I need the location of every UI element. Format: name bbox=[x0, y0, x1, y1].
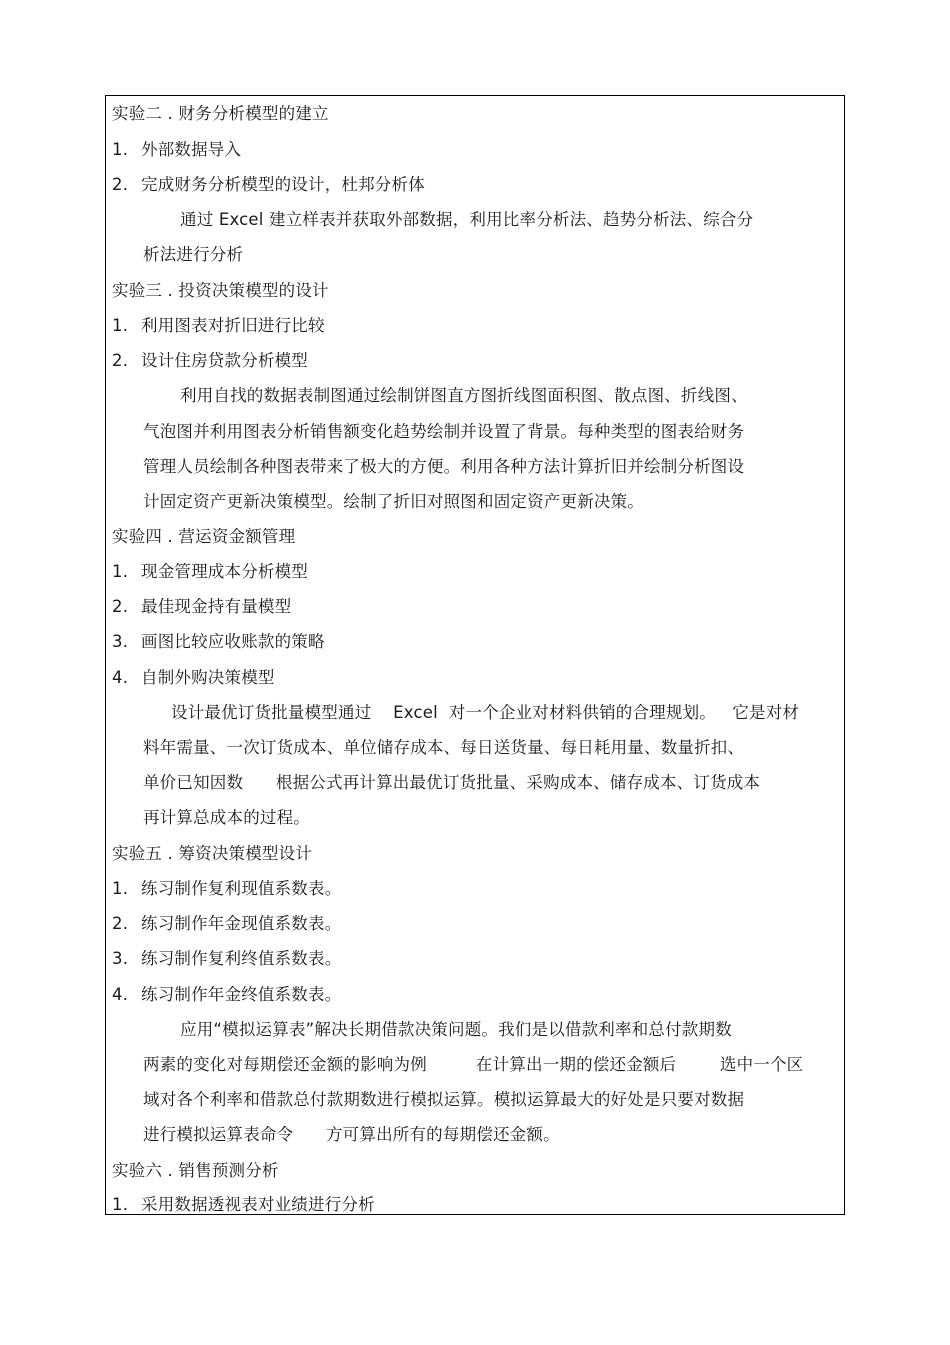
list-item: 1. 利用图表对折旧进行比较 bbox=[112, 316, 325, 335]
paragraph-line: 设计最优订货批量模型通过 Excel 对一个企业对材料供销的合理规划。 它是对材 bbox=[171, 703, 800, 722]
section-heading: 实验二 . 财务分析模型的建立 bbox=[112, 104, 329, 123]
paragraph-line: 利用自找的数据表制图通过绘制饼图直方图折线图面积图、散点图、折线图、 bbox=[180, 386, 748, 405]
list-item: 1. 练习制作复利现值系数表。 bbox=[112, 879, 342, 898]
section-heading: 实验六 . 销售预测分析 bbox=[112, 1161, 279, 1180]
paragraph-line: 单价已知因数 根据公式再计算出最优订货批量、采购成本、储存成本、订货成本 bbox=[143, 773, 761, 792]
paragraph-line: 再计算总成本的过程。 bbox=[143, 808, 310, 827]
list-item: 2. 最佳现金持有量模型 bbox=[112, 597, 292, 616]
list-item: 2. 练习制作年金现值系数表。 bbox=[112, 914, 342, 933]
paragraph-line: 析法进行分析 bbox=[143, 245, 244, 264]
paragraph-line: 管理人员绘制各种图表带来了极大的方便。利用各种方法计算折旧并绘制分析图设 bbox=[143, 457, 745, 476]
list-item: 1. 外部数据导入 bbox=[112, 140, 242, 159]
section-heading: 实验四 . 营运资金额管理 bbox=[112, 527, 296, 546]
list-item: 4. 练习制作年金终值系数表。 bbox=[112, 985, 342, 1004]
list-item: 1. 现金管理成本分析模型 bbox=[112, 562, 308, 581]
paragraph-line: 计固定资产更新决策模型。绘制了折旧对照图和固定资产更新决策。 bbox=[143, 492, 644, 511]
list-item: 4. 自制外购决策模型 bbox=[112, 668, 275, 687]
list-item: 3. 练习制作复利终值系数表。 bbox=[112, 949, 342, 968]
paragraph-line: 气泡图并利用图表分析销售额变化趋势绘制并设置了背景。每种类型的图表给财务 bbox=[143, 422, 745, 441]
paragraph-line: 通过 Excel 建立样表并获取外部数据，利用比率分析法、趋势分析法、综合分 bbox=[180, 210, 754, 229]
section-heading: 实验三 . 投资决策模型的设计 bbox=[112, 281, 329, 300]
paragraph-line: 应用“模拟运算表”解决长期借款决策问题。我们是以借款利率和总付款期数 bbox=[180, 1020, 732, 1039]
section-heading: 实验五 . 筹资决策模型设计 bbox=[112, 844, 313, 863]
list-item: 1. 采用数据透视表对业绩进行分析 bbox=[112, 1195, 375, 1214]
list-item: 3. 画图比较应收账款的策略 bbox=[112, 632, 325, 651]
list-item: 2. 设计住房贷款分析模型 bbox=[112, 351, 308, 370]
paragraph-line: 两素的变化对每期偿还金额的影响为例 在计算出一期的偿还金额后 选中一个区 bbox=[143, 1055, 804, 1074]
paragraph-line: 域对各个利率和借款总付款期数进行模拟运算。模拟运算最大的好处是只要对数据 bbox=[143, 1090, 745, 1109]
paragraph-line: 料年需量、一次订货成本、单位储存成本、每日送货量、每日耗用量、数量折扣、 bbox=[143, 738, 745, 757]
paragraph-line: 进行模拟运算表命令 方可算出所有的每期偿还金额。 bbox=[143, 1125, 560, 1144]
list-item: 2. 完成财务分析模型的设计，杜邦分析体 bbox=[112, 175, 425, 194]
